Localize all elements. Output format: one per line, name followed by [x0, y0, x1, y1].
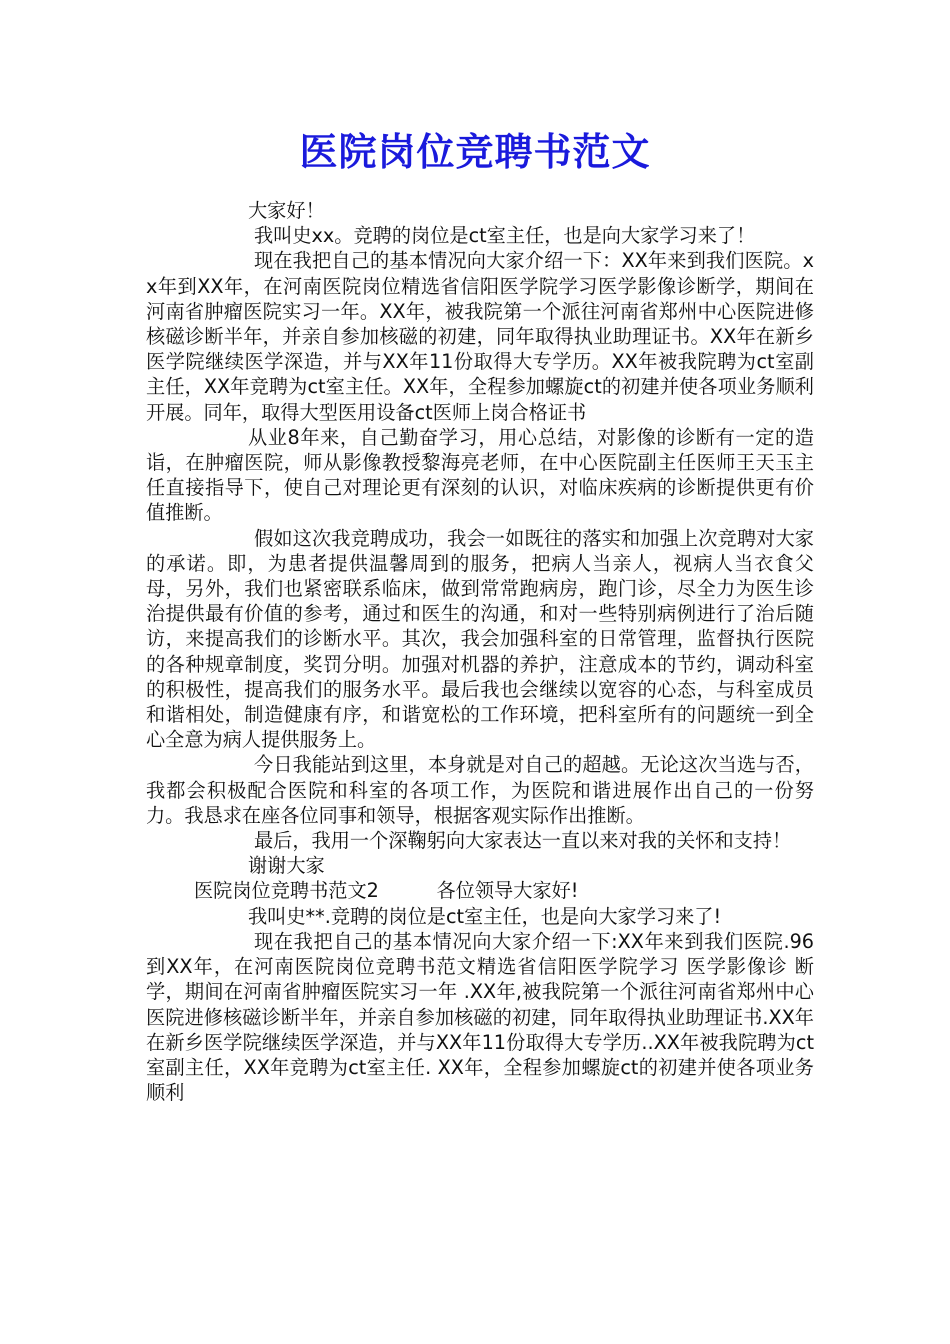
paragraph-today: 今日我能站到这里，本身就是对自己的超越。无论这次当选与否，我都会积极配合医院和科室的各项工作，为医院和谐进展作出自己的一份努力。我恳求在座各位同事和领导，根据客观实际作出推断。: [146, 753, 814, 827]
document-title: 医院岗位竞聘书范文: [299, 129, 651, 174]
paragraph-thanks: 谢谢大家: [248, 854, 325, 878]
paragraph-background-2: 现在我把自己的基本情况向大家介绍一下:XX年来到我们医院.96到XX年，在河南医院岗位竞聘书范文精选省信阳医学院学习 医学影像诊 断学，期间在河南省肿瘤医院实习一年 .XX年,被我院第一个派往河南省郑州中心医院进修核磁诊断半年，并亲自参加核磁的初建，同年取得执业助理证书.XX年在新乡医学院继续医学深造，并与XX年11份取得大专学历..XX年被我院聘为ct室副主任，XX年竞聘为ct室主任. XX年，全程参加螺旋ct的初建并使各项业务顺利: [146, 929, 814, 1105]
paragraph-self-intro-2: 我叫史**.竞聘的岗位是ct室主任，也是向大家学习来了!: [248, 904, 722, 928]
paragraph-experience: 从业8年来，自己勤奋学习，用心总结，对影像的诊断有一定的造诣，在肿瘤医院，师从影像教授黎海亮老师，在中心医院副主任医师王天玉主任直接指导下，使自己对理论更有深刻的认识，对临床疾病的诊断提供更有价值推断。: [146, 425, 814, 525]
document-body: [146, 198, 814, 1105]
paragraph-second-heading: 医院岗位竞聘书范文2 各位领导大家好!: [194, 879, 579, 903]
paragraph-greeting: 大家好！: [248, 199, 325, 222]
paragraph-commitment: 假如这次我竞聘成功，我会一如既往的落实和加强上次竞聘对大家的承诺。即，为患者提供温馨周到的服务，把病人当亲人，视病人当衣食父母，另外，我们也紧密联系临床，做到常常跑病房，跑门诊，尽全力为医生诊治提供最有价值的参考，通过和医生的沟通，和对一些特别病例进行了治后随访，来提高我们的诊断水平。其次，我会加强科室的日常管理，监督执行医院的各种规章制度，奖罚分明。加强对机器的养护，注意成本的节约，调动科室的积极性，提高我们的服务水平。最后我也会继续以宽容的心态，与科室成员和谐相处，制造健康有序，和谐宽松的工作环境，把科室所有的问题统一到全心全意为病人提供服务上。: [146, 526, 814, 752]
paragraph-self-intro: 我叫史xx。竞聘的岗位是ct室主任，也是向大家学习来了！: [254, 224, 756, 248]
paragraph-closing: 最后，我用一个深鞠躬向大家表达一直以来对我的关怀和支持！: [254, 829, 792, 853]
paragraph-background: 现在我把自己的基本情况向大家介绍一下：XX年来到我们医院。xx年到XX年，在河南医院岗位精选省信阳医学院学习医学影像诊断学，期间在河南省肿瘤医院实习一年。XX年，被我院第一个派往河南省郑州中心医院进修核磁诊断半年，并亲自参加核磁的初建，同年取得执业助理证书。XX年在新乡医学院继续医学深造，并与XX年11份取得大专学历。XX年被我院聘为ct室副主任，XX年竞聘为ct室主任。XX年，全程参加螺旋ct的初建并使各项业务顺利开展。同年，取得大型医用设备ct医师上岗合格证书: [146, 249, 814, 424]
